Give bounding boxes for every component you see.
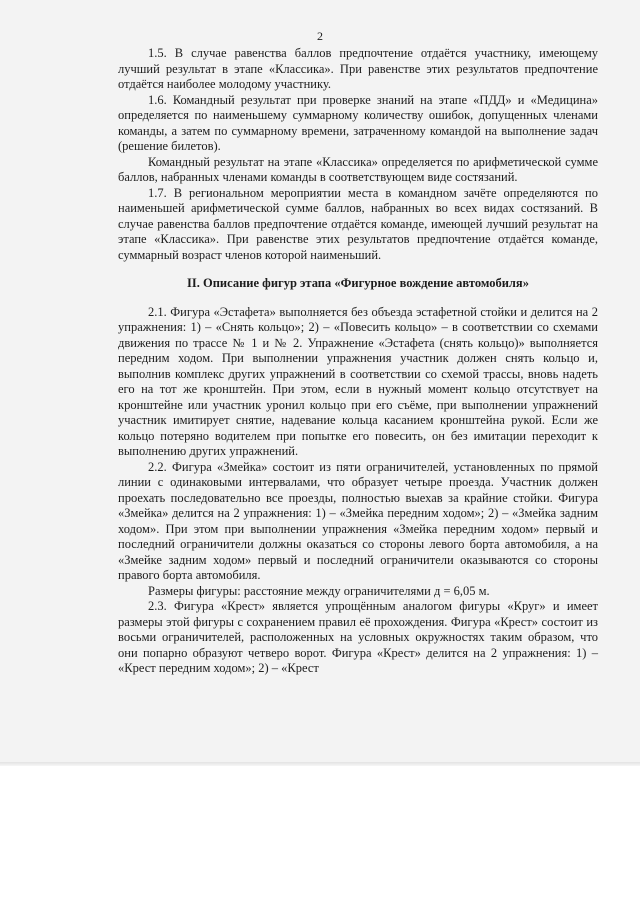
page-number: 2 <box>317 29 323 43</box>
paragraph-1-5: 1.5. В случае равенства баллов предпочтение отдаётся участнику, имеющему лучший результат в этапе «Классика». При равенстве этих результатов предпочтение отдаётся наиболее молодому участнику. <box>118 46 598 91</box>
document-body <box>118 46 598 677</box>
paragraph-dimensions: Размеры фигуры: расстояние между ограничителями д = 6,05 м. <box>148 583 490 598</box>
paragraph-2-1: 2.1. Фигура «Эстафета» выполняется без объезда эстафетной стойки и делится на 2 упражнения: 1) – «Снять кольцо»; 2) – «Повесить кольцо» – в соответствии со схемами движения по трассе № 1 и № 2. Упражнение «Эстафета (снять кольцо)» выполняется передним ходом. При выполнении упражнения участник должен снять кольцо и, выполнив комплекс других упражнений в соответствии со схемой трассы, вновь надеть его на тот же кронштейн. При этом, если в нужный момент кольцо отсутствует на кронштейне или участник уронил кольцо при его съёме, при выполнении упражнений участник имитирует снятие, надевание кольца касанием кронштейна рукой. Если же кольцо потеряно водителем при попытке его повесить, он без имитации переходит к выполнению других упражнений. <box>118 304 598 458</box>
scan-bottom-edge <box>0 762 640 766</box>
paragraph-team-classic: Командный результат на этапе «Классика» определяется по арифметической сумме баллов, набранных членами команды в соответствующем виде состязаний. <box>118 154 598 184</box>
section-heading: II. Описание фигур этапа «Фигурное вождение автомобиля» <box>187 276 529 290</box>
paragraph-1-7: 1.7. В региональном мероприятии места в командном зачёте определяются по наименьшей арифметической сумме баллов, набранных во всех видах состязаний. В случае равенства баллов предпочтение отдаётся команде, имеющей лучший результат на этапе «Классика». При равенстве этих результатов предпочтение отдаётся команде, суммарный возраст членов которой наименьший. <box>118 185 598 262</box>
paragraph-2-2: 2.2. Фигура «Змейка» состоит из пяти ограничителей, установленных по прямой линии с одинаковыми интервалами, что образует четыре проезда. Участник должен проехать последовательно все проезды, полностью выехав за крайние стойки. Фигура «Змейка» делится на 2 упражнения: 1) – «Змейка передним ходом»; 2) – «Змейка задним ходом». При этом при выполнении упражнения «Змейка передним ходом» первый и последний ограничители должны оказаться со стороны левого борта автомобиля, а на «Змейке задним ходом» первый и последний ограничители оказываются со стороны правого борта автомобиля. <box>118 459 598 582</box>
paragraph-2-3: 2.3. Фигура «Крест» является упрощённым аналогом фигуры «Круг» и имеет размеры этой фигуры с сохранением правил её прохождения. Фигура «Крест» состоит из восьми ограничителей, расположенных на условных окружностях таким образом, что они попарно образуют четверо ворот. Фигура «Крест» делится на 2 упражнения: 1) – «Крест передним ходом»; 2) – «Крест <box>118 599 598 675</box>
paragraph-1-6: 1.6. Командный результат при проверке знаний на этапе «ПДД» и «Медицина» определяется по наименьшему суммарному количеству ошибок, допущенных членами команды, а затем по суммарному времени, затраченному командой на выполнение задач (решение билетов). <box>118 92 598 153</box>
